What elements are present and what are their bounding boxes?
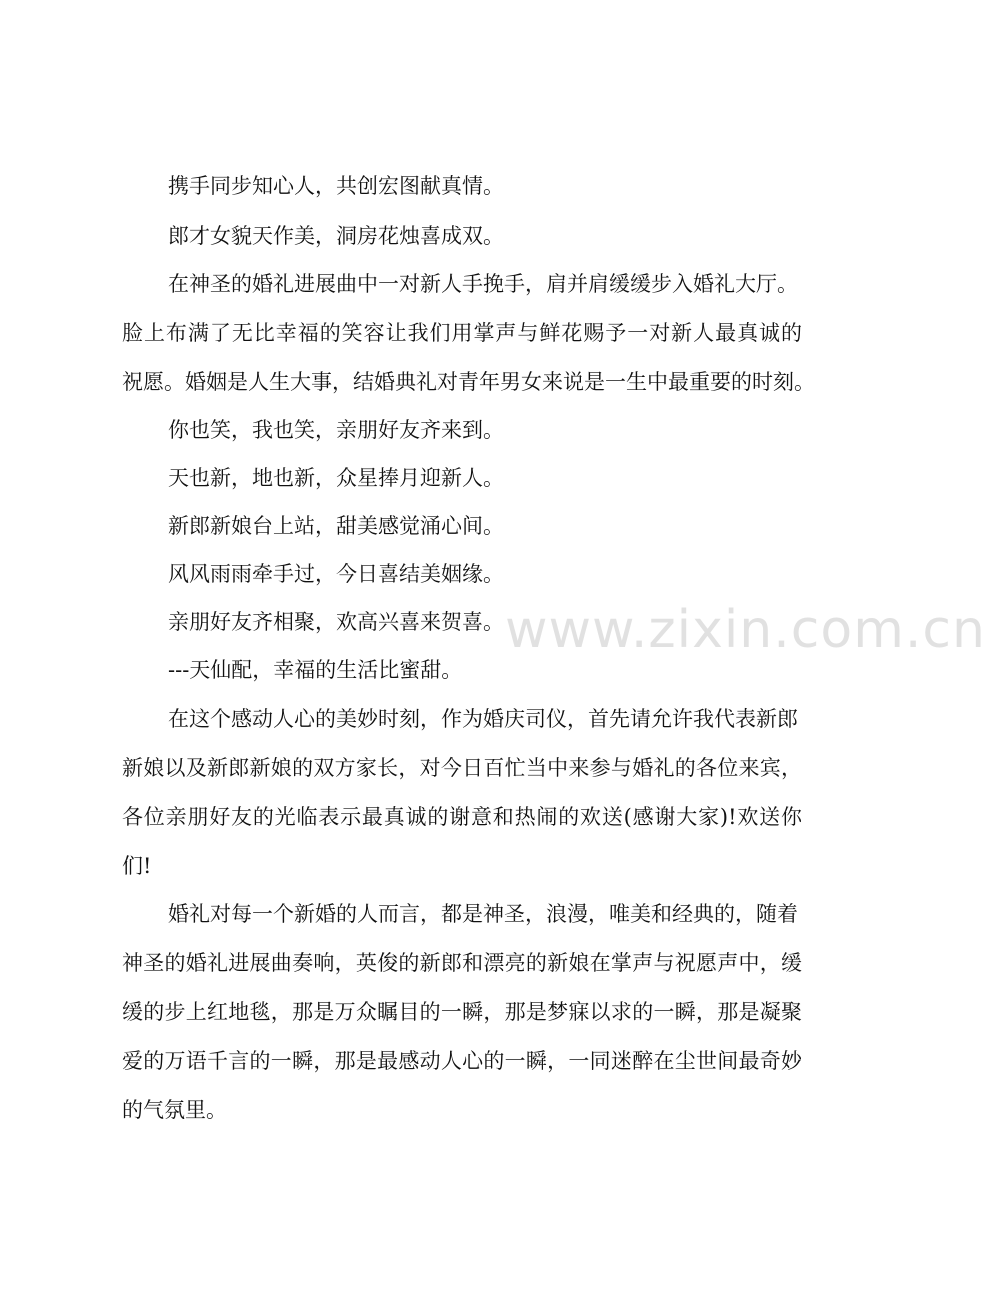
paragraph-line: 脸上布满了无比幸福的笑容让我们用掌声与鲜花赐予一对新人最真诚的 bbox=[122, 321, 802, 345]
paragraph-line: 缓的步上红地毯，那是万众瞩目的一瞬，那是梦寐以求的一瞬，那是凝聚 bbox=[122, 1000, 802, 1024]
paragraph-line: 婚礼对每一个新婚的人而言，都是神圣，浪漫，唯美和经典的，随着 bbox=[168, 902, 798, 926]
verse-line: 风风雨雨牵手过，今日喜结美姻缘。 bbox=[168, 562, 504, 586]
verse-line: 郎才女貌天作美，洞房花烛喜成双。 bbox=[168, 224, 504, 248]
verse-line: 亲朋好友齐相聚，欢高兴喜来贺喜。 bbox=[168, 610, 504, 634]
watermark: www.zixin.com.cn bbox=[505, 600, 986, 660]
paragraph-line: 新娘以及新郎新娘的双方家长，对今日百忙当中来参与婚礼的各位来宾， bbox=[122, 756, 802, 780]
verse-line: 你也笑，我也笑，亲朋好友齐来到。 bbox=[168, 418, 504, 442]
paragraph-line: 在神圣的婚礼进展曲中一对新人手挽手，肩并肩缓缓步入婚礼大厅。 bbox=[168, 272, 798, 296]
paragraph-line: 在这个感动人心的美妙时刻，作为婚庆司仪，首先请允许我代表新郎 bbox=[168, 707, 798, 731]
verse-line: 新郎新娘台上站，甜美感觉涌心间。 bbox=[168, 514, 504, 538]
paragraph-line: 神圣的婚礼进展曲奏响，英俊的新郎和漂亮的新娘在掌声与祝愿声中，缓 bbox=[122, 951, 802, 975]
paragraph-line: 的气氛里。 bbox=[122, 1098, 227, 1122]
paragraph-line: 各位亲朋好友的光临表示最真诚的谢意和热闹的欢送(感谢大家)!欢送你 bbox=[122, 805, 802, 829]
verse-line: ---天仙配，幸福的生活比蜜甜。 bbox=[168, 658, 463, 682]
verse-line: 携手同步知心人，共创宏图献真情。 bbox=[168, 174, 504, 198]
verse-line: 天也新，地也新，众星捧月迎新人。 bbox=[168, 466, 504, 490]
paragraph-line: 爱的万语千言的一瞬，那是最感动人心的一瞬，一同迷醉在尘世间最奇妙 bbox=[122, 1049, 802, 1073]
paragraph-line: 们! bbox=[122, 854, 152, 878]
paragraph-line: 祝愿。婚姻是人生大事，结婚典礼对青年男女来说是一生中最重要的时刻。 bbox=[122, 370, 815, 394]
